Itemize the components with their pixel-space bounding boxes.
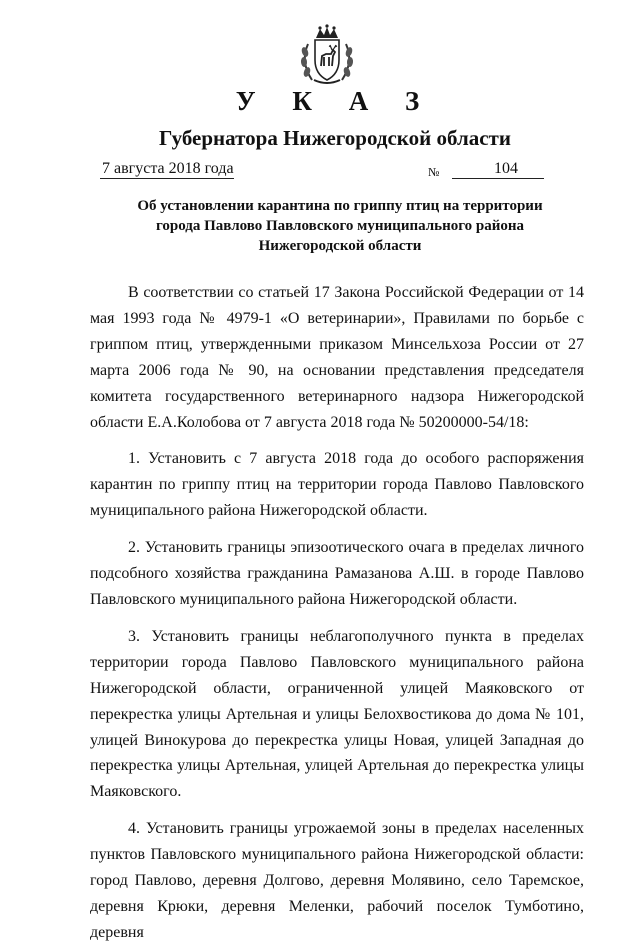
preamble-paragraph: В соответствии со статьей 17 Закона Российской Федерации от 14 мая 1993 года № 4979-1 «О ветеринарии», Правилами по борьбе с гриппом птиц, утвержденными приказом Минсельхоза России от 27 марта 2006 года № 90, на основании представления председателя комитета государственного ветеринарного надзора Нижегородской области Е.А.Колобова от 7 августа 2018 года № 50200000-54/18: [90, 284, 584, 431]
document-subtitle: Губернатора Нижегородской области [159, 126, 511, 150]
coat-of-arms-icon [294, 22, 360, 88]
clause-4-paragraph: 4. Установить границы угрожаемой зоны в пределах населенных пунктов Павловского муниципального района Нижегородской области: город Павлово, деревня Долгово, деревня Молявино, село Таремское, деревня Крюки, деревня Меленки, рабочий поселок Тумботино, деревня [90, 820, 584, 941]
document-title: У К А З [235, 86, 435, 116]
decree-date: 7 августа 2018 года [102, 160, 234, 177]
decree-number: 104 [494, 160, 518, 177]
number-sign: № [428, 165, 440, 179]
clause-3-paragraph: 3. Установить границы неблагополучного пункта в пределах территории города Павлово Павловского муниципального района Нижегородской области, ограниченной улицей Маяковского от перекрестка улицы Артельная и улицы Белохвостикова до дома № 101, улицей Винокурова до перекрестка улицы Новая, улицей Западная до перекрестка улицы Артельная, улицей Артельная до перекрестка улицы Маяковского. [90, 627, 584, 801]
decree-body [90, 280, 584, 946]
clause-1-paragraph: 1. Установить с 7 августа 2018 года до особого распоряжения карантин по гриппу птиц на территории города Павлово Павловского муниципального района Нижегородской области. [90, 450, 584, 520]
decree-heading [130, 196, 550, 256]
heading-line: Об установлении карантина по гриппу птиц на территории [137, 198, 543, 214]
number-underline [452, 178, 544, 179]
clause-2-paragraph: 2. Установить границы эпизоотического очага в пределах личного подсобного хозяйства гражданина Рамазанова А.Ш. в городе Павлово Павловского муниципального района Нижегородской области. [90, 539, 584, 608]
heading-line: Нижегородской области [258, 238, 422, 254]
date-underline [100, 178, 234, 179]
heading-line: города Павлово Павловского муниципального района [155, 218, 525, 234]
